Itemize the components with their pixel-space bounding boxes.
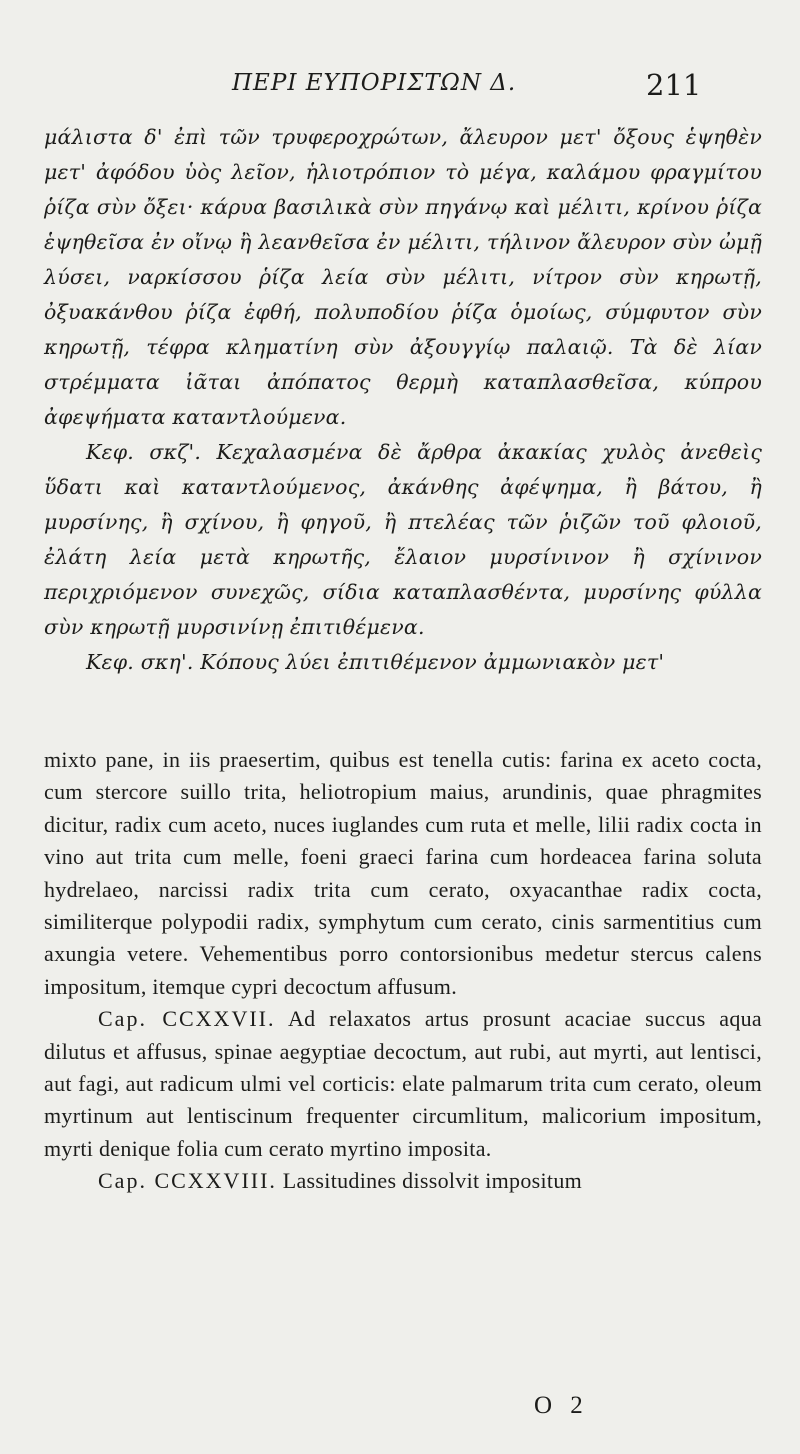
latin-paragraph-1: mixto pane, in iis praesertim, quibus est tenella cutis: farina ex aceto cocta, cum stercore suillo trita, heliotropium maius, arundinis, quae phragmites dicitur, radix cum aceto, nuces iuglandes cum ruta et melle, lilii radix cocta in vino aut trita cum melle, foeni graeci farina cum hordeacea farina soluta hydrelaeo, narcissi radix trita cum cerato, oxyacanthae radix cocta, similiterque polypodii radix, symphytum cum cerato, cinis sarmentitius cum axungia vetere. Vehementibus porro contorsionibus medetur stercus calens impositum, itemque cypri decoctum affusum. xyxy=(44,747,762,999)
greek-chapter-label-227: Κεφ. σκζ'. xyxy=(86,440,202,464)
greek-paragraph-1: μάλιστα δ' ἐπὶ τῶν τρυφεροχρώτων, ἄλευρον μετ' ὄξους ἑψηθὲν μετ' ἀφόδου ὑὸς λεῖον, ἡλιοτρόπιον τὸ μέγα, καλάμου φραγμίτου ῥίζα σὺν ὄξει· κάρυα βασιλικὰ σὺν πηγάνῳ καὶ μέλιτι, κρίνου ῥίζα ἑψηθεῖσα ἐν οἴνῳ ἢ λεανθεῖσα ἐν μέλιτι, τήλινον ἄλευρον σὺν ὠμῇ λύσει, ναρκίσσου ῥίζα λεία σὺν μέλιτι, νίτρον σὺν κηρωτῇ, ὀξυακάνθου ῥίζα ἑφθή, πολυποδίου ῥίζα ὁμοίως, σύμφυτον σὺν κηρωτῇ, τέφρα κληματίνη σὺν ἀξουγγίῳ παλαιῷ. Τὰ δὲ λίαν στρέμματα ἰᾶται ἀπόπατος θερμὴ καταπλασθεῖσα, κύπρου ἀφεψήματα καταντλούμενα. xyxy=(44,125,762,429)
latin-paragraph-3-text: Lassitudines dissolvit impositum xyxy=(282,1168,583,1194)
latin-text-block xyxy=(44,744,762,1198)
latin-paragraph-2-text: Ad relaxatos artus prosunt acaciae succus aqua dilutus et affusus, spinae aegyptiae decoctum, aut rubi, aut myrti, aut lentisci, aut fagi, aut radicum ulmi vel corticis: elate palmarum trita cum cerato, oleum myrtinum aut lentiscinum frequenter circumlitum, malicorium impositum, myrti denique folia cum cerato myrtino imposita. xyxy=(44,1006,762,1161)
latin-chapter-label-227: Cap. CCXXVII. xyxy=(98,1006,276,1032)
greek-paragraph-2 xyxy=(44,435,762,645)
latin-chapter-label-228: Cap. CCXXVIII. xyxy=(98,1168,277,1194)
greek-chapter-label-228: Κεφ. σκη'. xyxy=(86,650,194,674)
signature-mark: O 2 xyxy=(534,1392,589,1419)
greek-paragraph-2-text: Κεχαλασμένα δὲ ἄρθρα ἀκακίας χυλὸς ἀνεθεὶς ὕδατι καὶ καταντλούμενος, ἀκάνθης ἀφέψημα, ἢ βάτου, ἢ μυρσίνης, ἢ σχίνου, ἢ φηγοῦ, ἢ πτελέας τῶν ῥιζῶν τοῦ φλοιοῦ, ἐλάτη λεία μετὰ κηρωτῆς, ἔλαιον μυρσίνινον ἢ σχίνινον περιχριόμενον συνεχῶς, σίδια καταπλασθέντα, μυρσίνης φύλλα σὺν κηρωτῇ μυρσινίνῃ ἐπιτιθέμενα. xyxy=(44,440,762,639)
running-head xyxy=(0,70,800,110)
page-number: 211 xyxy=(646,68,702,102)
running-title: ΠΕΡΙ ΕΥΠΟΡΙΣΤΩΝ Δ. xyxy=(232,70,517,96)
greek-text-block xyxy=(44,120,762,680)
latin-paragraph-3 xyxy=(44,1165,762,1197)
greek-paragraph-3 xyxy=(44,645,762,680)
latin-paragraph-2 xyxy=(44,1003,762,1165)
greek-paragraph-3-text: Κόπους λύει ἐπιτιθέμενον ἀμμωνιακὸν μετ' xyxy=(200,650,665,674)
